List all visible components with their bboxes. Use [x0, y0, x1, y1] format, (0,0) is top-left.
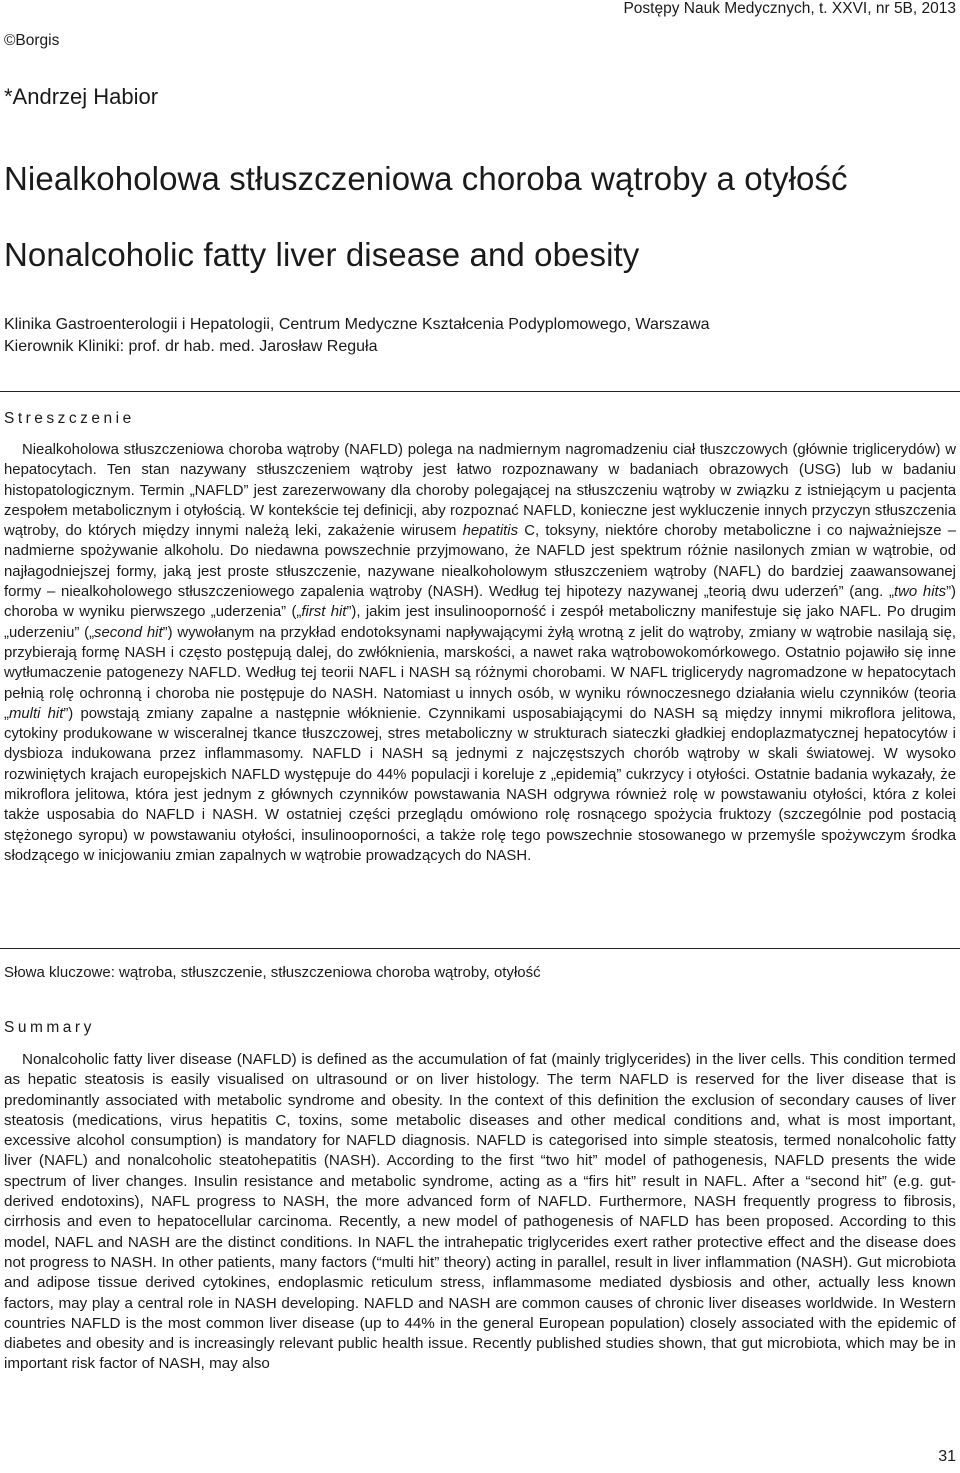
- divider-top: [0, 391, 960, 392]
- streszczenie-italic-5: multi hit: [8, 705, 64, 722]
- streszczenie-italic-4: second hit: [94, 624, 163, 641]
- title-english: Nonalcoholic fatty liver disease and obesity: [4, 236, 640, 273]
- title-polish: Niealkoholowa stłuszczeniowa choroba wątroby a otyłość: [4, 160, 848, 197]
- streszczenie-italic-1: hepatitis: [462, 523, 519, 540]
- streszczenie-italic-3: first hit: [301, 604, 347, 621]
- publisher-mark: ©Borgis: [4, 32, 60, 49]
- streszczenie-body: [4, 440, 956, 866]
- affiliation-institution: Klinika Gastroenterologii i Hepatologii, Centrum Medyczne Kształcenia Podyplomowego, Warszawa: [4, 316, 710, 333]
- keywords: Słowa kluczowe: wątroba, stłuszczenie, stłuszczeniowa choroba wątroby, otyłość: [4, 964, 541, 981]
- streszczenie-heading: Streszczenie: [4, 410, 135, 427]
- summary-text: Nonalcoholic fatty liver disease (NAFLD) is defined as the accumulation of fat (mainly triglycerides) in the liver cells. This condition termed as hepatic steatosis is easily visualised on ultrasound or on liver histology. The term NAFLD is reserved for the liver disease that is predominantly associated with metabolic syndrome and obesity. In the context of this definition the exclusion of secondary causes of liver steatosis (medications, virus hepatitis C, toxins, some metabolic diseases and other medical conditions and, what is most important, excessive alcohol consumption) is mandatory for NAFLD diagnosis. NAFLD is categorised into simple steatosis, termed nonalcoholic fatty liver (NAFL) and nonalcoholic steatohepatitis (NASH). According to the first “two hit” model of pathogenesis, NAFLD presents the wide spectrum of liver changes. Insulin resistance and metabolic syndrome, acting as a “firs hit” result in NAFL. After a “second hit” (e.g. gut-derived endotoxins), NAFL progress to NASH, the more advanced form of NAFLD. Furthermore, NASH frequently progress to fibrosis, cirrhosis and even to hepatocellular carcinoma. Recently, a new model of pathogenesis of NAFLD has been proposed. According to this model, NAFL and NASH are the distinct conditions. In NAFL the intrahepatic triglycerides exert rather protective effect and the disease does not progress to NASH. In other patients, many factors (“multi hit” theory) acting in parallel, result in liver inflammation (NASH). Gut microbiota and adipose tissue derived cytokines, endoplasmic reticulum stress, inflammasome mediated dysbiosis and other, actually less known factors, may play a central role in NASH developing. NAFLD and NASH are common causes of chronic liver diseases worldwide. In Western countries NAFLD is the most common liver disease (up to 44% in the general European population) closely associated with the epidemic of diabetes and obesity and is increasingly relevant public health issue. Recently published studies shown, that gut microbiota, which may be in important risk factor of NASH, may also: [4, 1051, 956, 1373]
- author-name: *Andrzej Habior: [4, 84, 159, 109]
- journal-header: Postępy Nauk Medycznych, t. XXVI, nr 5B, 2013: [623, 0, 956, 17]
- streszczenie-text-6: ”) powstają zmiany zapalne a następnie włóknienie. Czynnikami usposabiającymi do NASH są między innymi mikroflora jelitowa, cytokiny produkowane w wisceralnej tkance tłuszczowej, stres metaboliczny w strukturach siateczki gładkiej endoplazmatycznej hepatocytów i dysbioza indukowana przez inflammasomy. NAFLD i NASH są jednymi z najczęstszych chorób wątroby w skali światowej. W wysoko rozwiniętych krajach europejskich NAFLD występuje do 44% populacji i koreluje z „epidemią” cukrzycy i otyłości. Ostatnie badania wykazały, że mikroflora jelitowa, która jest jednym z głównych czynników powstawania NASH odgrywa również rolę w powstawaniu otyłości, która z kolei także usposabia do NAFLD i NASH. W ostatniej części przeglądu omówiono rolę rosnącego spożycia fruktozy (szczególnie pod postacią stężonego syropu) w powstawaniu otyłości, insulinooporności, a także rolę tego powszechnie stosowanego w przemyśle spożywczym środka słodzącego w inicjowaniu zmian zapalnych w wątrobie prowadzących do NASH.: [4, 705, 956, 864]
- streszczenie-text-2: C, toksyny, niektóre choroby metaboliczne i co najważniejsze – nadmierne spożywanie alkoholu. Do niedawna powszechnie przyjmowano, że NAFLD jest spektrum różnie nasilonych zmian w wątrobie, od najłagodniejszej formy, jaką jest proste stłuszczenie, nazywane niealkoholowym stłuszczeniem wątroby (NAFL) do bardziej zaawansowanej formy – niealkoholowego stłuszczeniowego zapalenia wątroby (NASH). Według tej hipotezy nazywanej „teorią dwu uderzeń” (ang. „: [4, 523, 956, 601]
- page-number: 31: [938, 1448, 956, 1465]
- affiliation-head: Kierownik Kliniki: prof. dr hab. med. Jarosław Reguła: [4, 338, 378, 355]
- summary-body: [4, 1050, 956, 1375]
- streszczenie-text-3: ”) choroba w wyniku pierwszego „uderzenia” („: [4, 584, 957, 621]
- streszczenie-text-1: Niealkoholowa stłuszczeniowa choroba wątroby (NAFLD) polega na nadmiernym nagromadzeniu ciał tłuszczowych (głównie triglicerydów) w hepatocytach. Ten stan nazywany stłuszczeniem wątroby jest łatwo rozpoznawany w badaniach obrazowych (USG) lub w badaniu histopatologicznym. Termin „NAFLD” jest zarezerwowany dla choroby polegającej na stłuszczeniu wątroby w związku z istniejącym u pacjenta zespołem metabolicznym i otyłością. W kontekście tej definicji, aby rozpoznać NAFLD, konieczne jest wykluczenie innych przyczyn stłuszczenia wątroby, do których między innymi należą leki, zakażenie wirusem: [4, 442, 956, 540]
- summary-heading: Summary: [4, 1019, 95, 1036]
- streszczenie-italic-2: two hits: [893, 584, 947, 601]
- streszczenie-text-4: ”), jakim jest insulinooporność i zespół metaboliczny manifestuje się jako NAFL. Po drugim „uderzeniu” („: [4, 604, 956, 641]
- affiliation: [4, 314, 710, 358]
- divider-keywords: [0, 948, 960, 949]
- streszczenie-text-5: ”) wywołanym na przykład endotoksynami napływającymi żyłą wrotną z jelit do wątroby, zmiany w wątrobie nasilają się, przybierają formę NASH i często postępują dalej, do zwłóknienia, marskości, a nawet raka wątrobowokomórkowego. Ostatnio pojawiło się inne wytłumaczenie patogenezy NAFLD. Według tej teorii NAFL i NASH są różnymi chorobami. W NAFL triglicerydy nagromadzone w hepatocytach pełnią rolę ochronną i choroba nie postępuje do NASH. Natomiast u innych osób, w wyniku równoczesnego działania wielu czynników (teoria „: [4, 624, 956, 722]
